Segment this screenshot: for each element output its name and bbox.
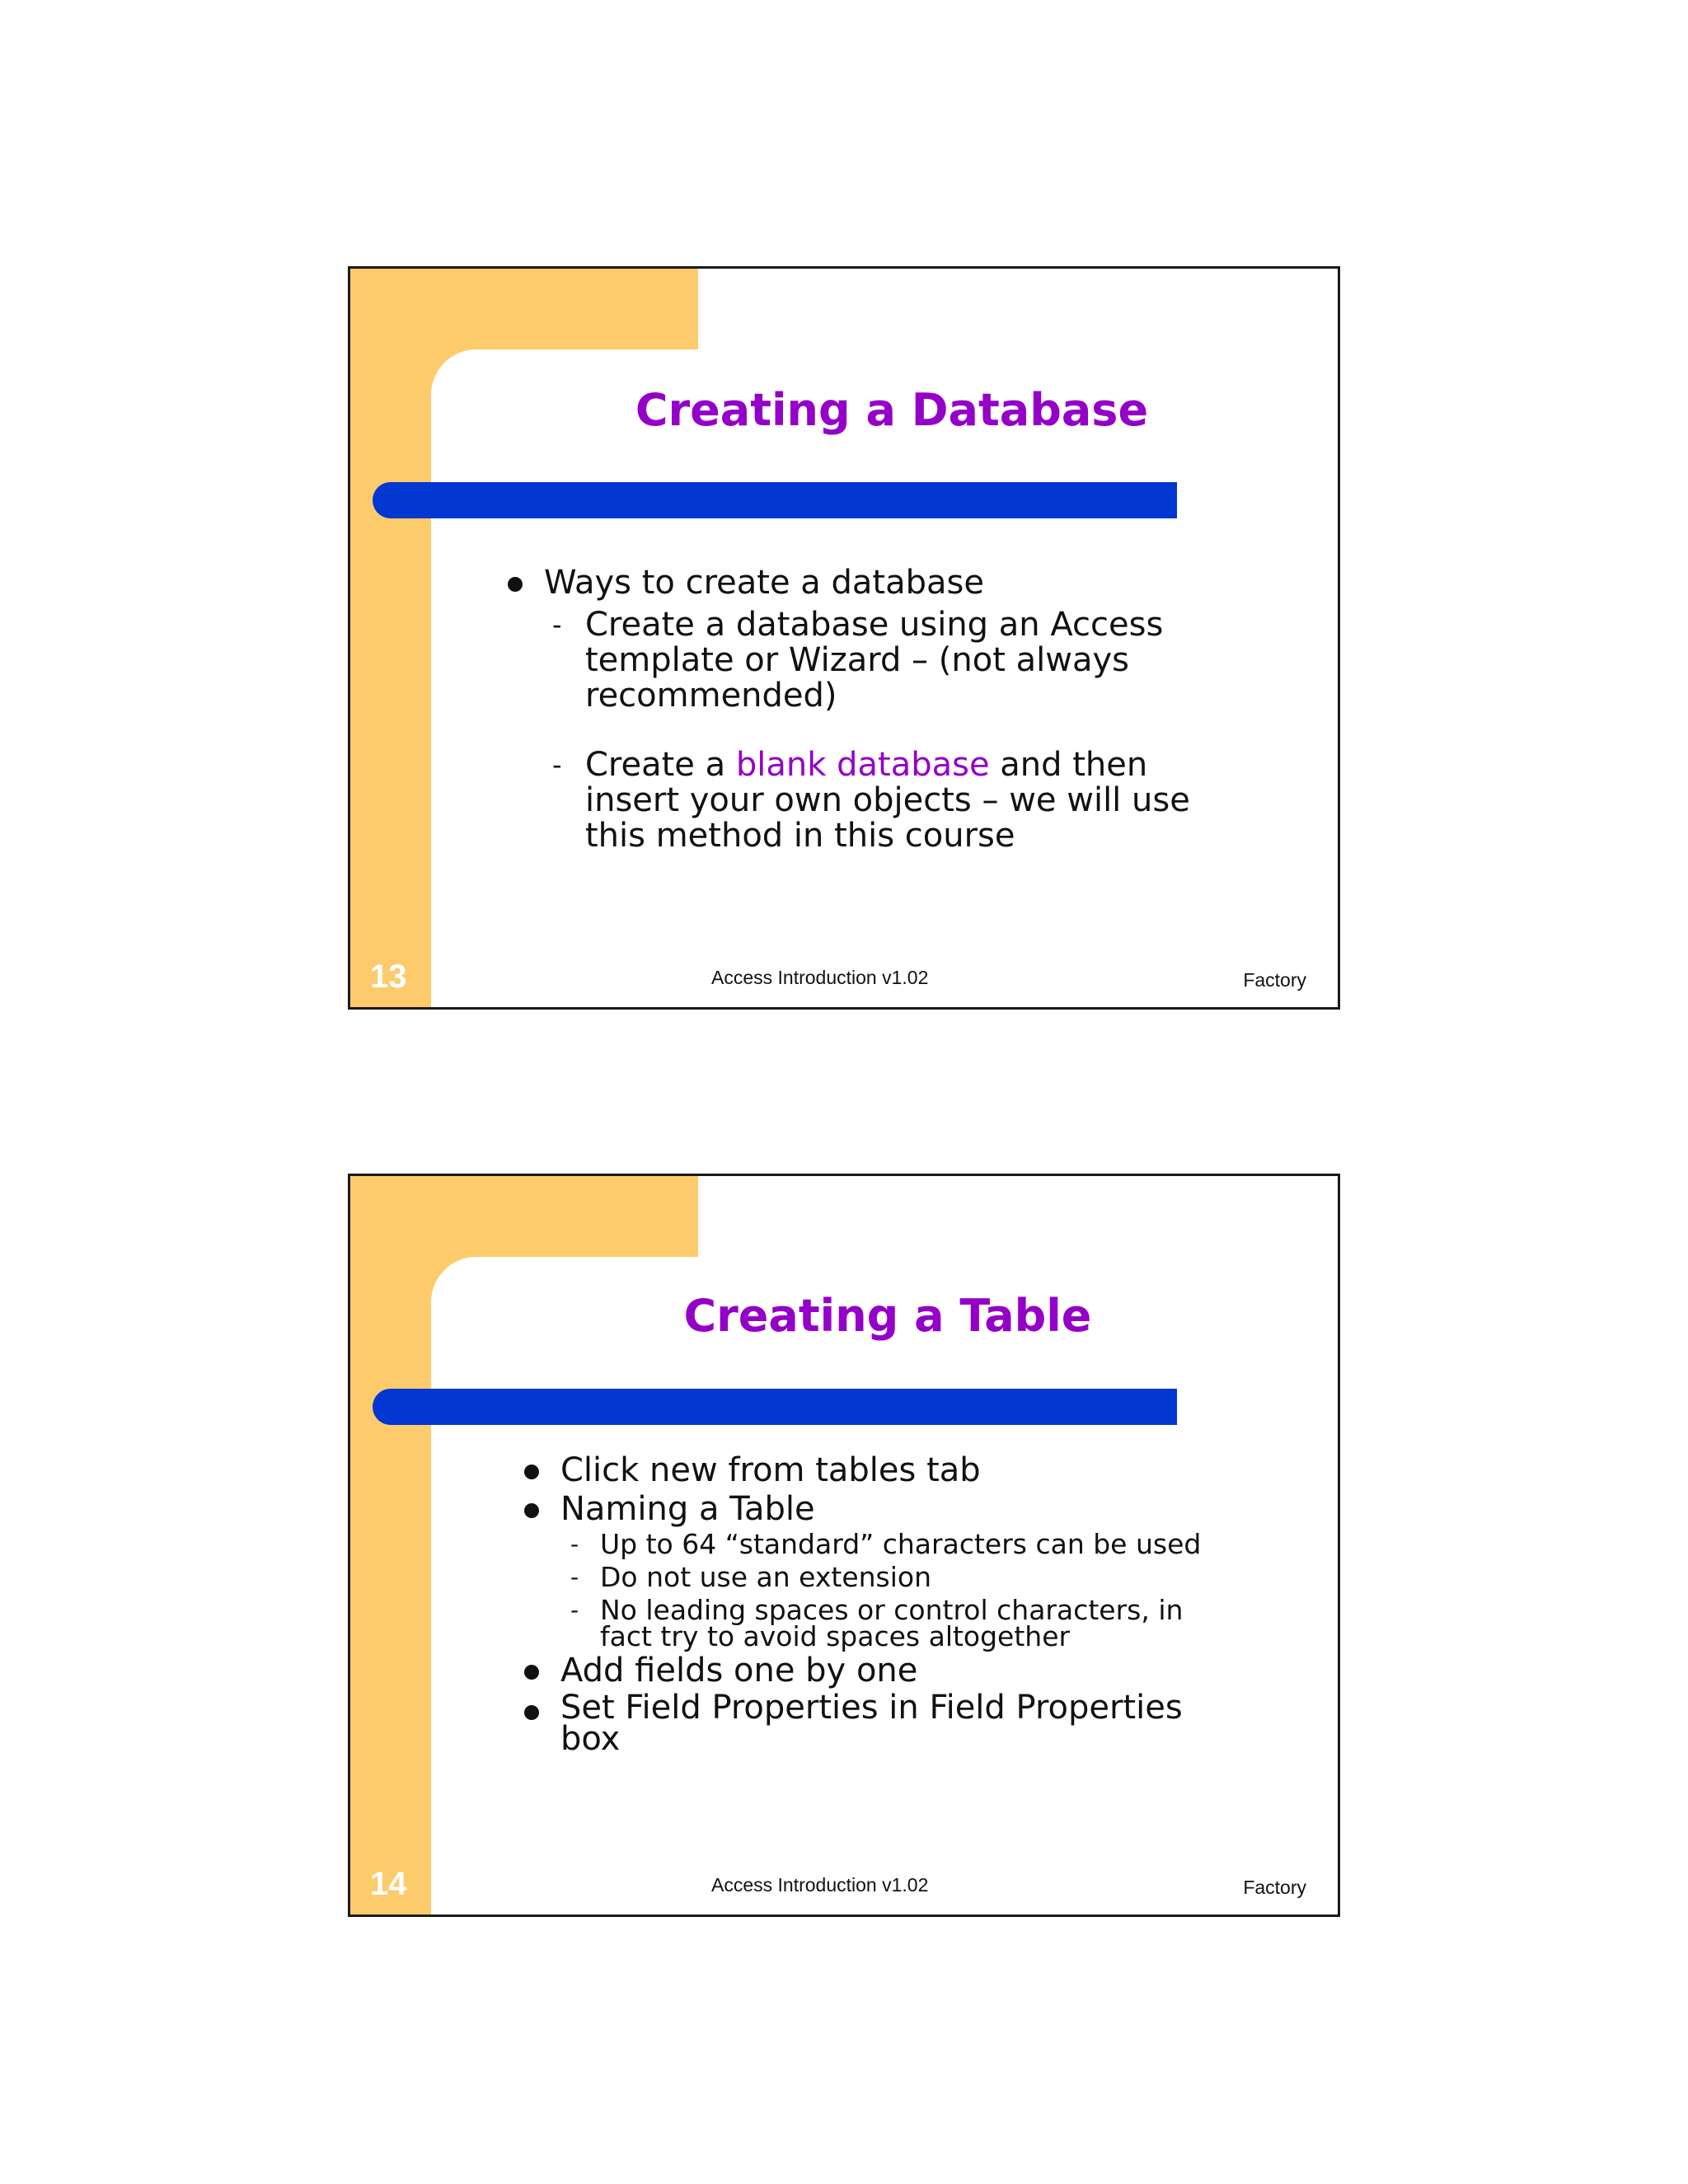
accent-bar-side [350, 1176, 431, 1915]
slide-title: Creating a Table [683, 1290, 1092, 1342]
sub-bullet-text: and then insert your own objects – we will use this method in this course [585, 746, 1190, 855]
bullet-item: Set Field Properties in Field Properties box [521, 1692, 1238, 1755]
slide-14 [348, 1174, 1340, 1917]
title-underline-bar [373, 1389, 1177, 1425]
bullet-item: Ways to create a database [504, 564, 1230, 602]
bullet-item: Click new from tables tab [521, 1451, 1238, 1490]
sub-bullet-item: - No leading spaces or control characters, in fact try to avoid spaces altogether [521, 1597, 1238, 1650]
accent-bar-side [350, 269, 431, 1007]
bullet-item: Add fields one by one [521, 1652, 1238, 1690]
footer-label: Factory [1243, 969, 1306, 991]
slide-13 [348, 266, 1340, 1010]
bullet-item: Naming a Table [521, 1490, 1238, 1529]
bullet-list [504, 564, 1230, 854]
footer-course-title: Access Introduction v1.02 [711, 1874, 929, 1896]
footer-label: Factory [1243, 1877, 1306, 1898]
slide-title: Creating a Database [635, 384, 1149, 436]
sub-bullet-item [504, 748, 1230, 854]
sub-bullet-text: Create a [585, 746, 736, 784]
highlight-text: blank database [735, 746, 990, 784]
sub-bullet-item: - Up to 64 “standard” characters can be used [521, 1531, 1238, 1558]
sub-bullet-item: - Create a database using an Access template or Wizard – (not always recommended) [504, 607, 1230, 714]
bullet-list [521, 1451, 1238, 1758]
slide-number: 13 [370, 958, 407, 995]
title-underline-bar [373, 482, 1177, 518]
slide-number: 14 [370, 1866, 407, 1902]
sub-bullet-item: - Do not use an extension [521, 1564, 1238, 1591]
footer-course-title: Access Introduction v1.02 [711, 967, 929, 988]
